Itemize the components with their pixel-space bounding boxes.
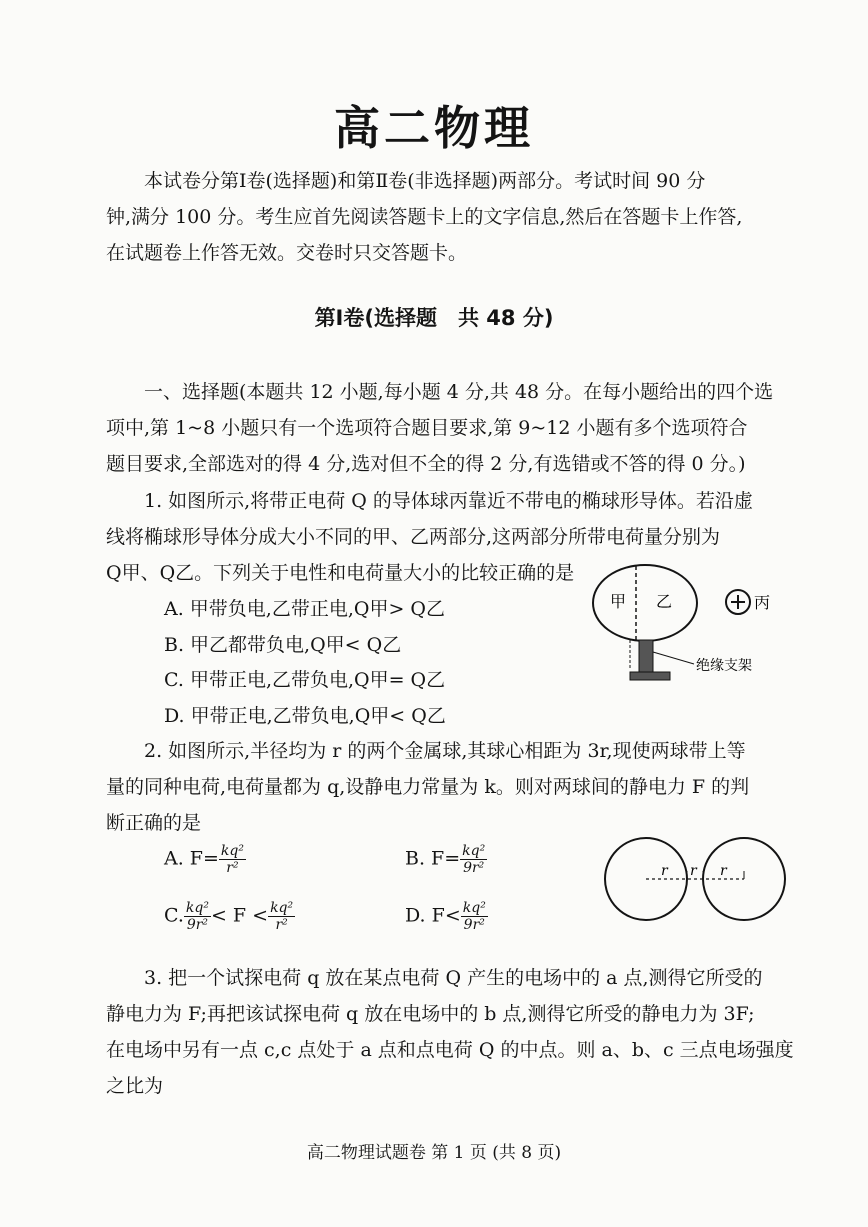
label-bing: 丙	[754, 593, 771, 612]
intro-line-1: 本试卷分第Ⅰ卷(选择题)和第Ⅱ卷(非选择题)两部分。考试时间 90 分	[144, 170, 706, 192]
q3-line-2: 静电力为 F;再把该试探电荷 q 放在电场中的 b 点,测得它所受的静电力为 3F;	[106, 1003, 755, 1025]
stand-pointer	[653, 652, 694, 664]
q2-figure	[600, 835, 790, 925]
q3-line-4: 之比为	[106, 1075, 164, 1097]
intro-line-3: 在试题卷上作答无效。交卷时只交答题卡。	[106, 242, 468, 264]
q2-option-c: C. $\frac{\text{kq²}}{\text{9r²}}$ < F < $\frac{\text{kq²}}{\text{r²}}$	[164, 900, 294, 933]
q1-line-1: 1. 如图所示,将带正电荷 Q 的导体球丙靠近不带电的椭球形导体。若沿虚	[144, 490, 753, 512]
q2-option-b: B. F= $\frac{\text{kq²}}{\text{9r²}}$	[405, 843, 486, 876]
intro-line-2: 钟,满分 100 分。考生应首先阅读答题卡上的文字信息,然后在答题卡上作答,	[106, 206, 743, 228]
q1-line-3: Q甲、Q乙。下列关于电性和电荷量大小的比较正确的是	[106, 562, 575, 584]
label-jia: 甲	[610, 592, 627, 611]
radius-label-left: r	[661, 863, 668, 879]
label-yi: 乙	[656, 592, 673, 611]
q2-line-2: 量的同种电荷,电荷量都为 q,设静电力常量为 k。则对两球间的静电力 F 的判	[106, 776, 750, 798]
q3-line-1: 3. 把一个试探电荷 q 放在某点电荷 Q 产生的电场中的 a 点,测得它所受的	[144, 967, 763, 989]
q2-line-3: 断正确的是	[106, 812, 202, 834]
ellipsoid-conductor	[593, 565, 697, 641]
q1-figure	[590, 560, 800, 690]
instructions-line-2: 项中,第 1~8 小题只有一个选项符合题目要求,第 9~12 小题有多个选项符合	[106, 417, 748, 439]
instructions-line-3: 题目要求,全部选对的得 4 分,选对但不全的得 2 分,有选错或不答的得 0 分。)	[106, 453, 746, 475]
stand-base	[630, 672, 670, 680]
q1-option-b: B. 甲乙都带负电,Q甲< Q乙	[164, 634, 402, 656]
instructions-line-1: 一、选择题(本题共 12 小题,每小题 4 分,共 48 分。在每小题给出的四个选	[144, 381, 774, 403]
q2-line-1: 2. 如图所示,半径均为 r 的两个金属球,其球心相距为 3r,现使两球带上等	[144, 740, 746, 762]
section-title: 第Ⅰ卷(选择题 共 48 分)	[314, 306, 554, 330]
q2-option-d: D. F< $\frac{\text{kq²}}{\text{9r²}}$	[405, 900, 486, 933]
q1-option-c: C. 甲带正电,乙带负电,Q甲= Q乙	[164, 669, 446, 691]
radius-label-right: r	[720, 863, 727, 879]
stand-post	[639, 640, 653, 673]
page-footer: 高二物理试题卷 第 1 页 (共 8 页)	[306, 1143, 562, 1163]
gap-label: r	[690, 863, 697, 879]
q2-option-a: A. F= $\frac{\text{kq²}}{\text{r²}}$	[164, 843, 244, 876]
page-title: 高二物理	[334, 101, 534, 155]
label-stand: 绝缘支架	[696, 658, 752, 674]
q1-option-d: D. 甲带正电,乙带负电,Q甲< Q乙	[164, 705, 446, 727]
q3-line-3: 在电场中另有一点 c,c 点处于 a 点和点电荷 Q 的中点。则 a、b、c 三点电场强度	[106, 1039, 794, 1061]
q1-option-a: A. 甲带负电,乙带正电,Q甲> Q乙	[164, 598, 445, 620]
q1-line-2: 线将椭球形导体分成大小不同的甲、乙两部分,这两部分所带电荷量分别为	[106, 526, 721, 548]
